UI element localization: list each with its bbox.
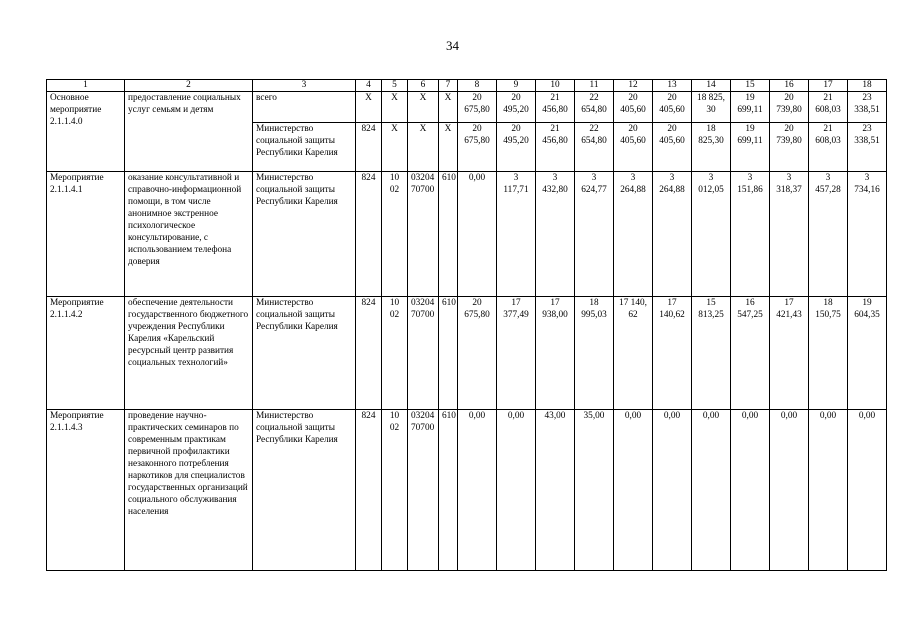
table-row <box>47 172 887 297</box>
column-header: 17 <box>809 80 848 92</box>
code-cell: 10 02 <box>382 297 408 410</box>
value-cell: 20 405,60 <box>653 92 692 123</box>
responsible-cell: Министерство социальной защиты Республики Карелия <box>253 172 356 297</box>
row-description: проведение научно-практических семинаров по современным практикам первичной профилактики незаконного потребления наркотиков для специалистов государственных организаций социального обслуживания населения <box>125 410 253 571</box>
row-description: предоставление социальных услуг семьям и детям <box>125 92 253 172</box>
value-cell: 17 140, 62 <box>614 297 653 410</box>
value-cell: 3 432,80 <box>536 172 575 297</box>
column-header: 11 <box>575 80 614 92</box>
value-cell: 20 739,80 <box>770 123 809 172</box>
value-cell: 17 421,43 <box>770 297 809 410</box>
value-cell: 20 675,80 <box>458 297 497 410</box>
column-header: 4 <box>356 80 382 92</box>
value-cell: 20 495,20 <box>497 123 536 172</box>
column-header: 1 <box>47 80 125 92</box>
value-cell: 21 456,80 <box>536 92 575 123</box>
table-row <box>47 297 887 410</box>
column-header: 14 <box>692 80 731 92</box>
row-description: оказание консультативной и справочно-информационной помощи, в том числе анонимное экстренное психологическое консультирование, с использованием телефона доверия <box>125 172 253 297</box>
value-cell: 23 338,51 <box>848 92 887 123</box>
value-cell: 0,00 <box>770 410 809 571</box>
value-cell: 18 995,03 <box>575 297 614 410</box>
value-cell: 22 654,80 <box>575 92 614 123</box>
value-cell: 0,00 <box>653 410 692 571</box>
responsible-cell: всего <box>253 92 356 123</box>
code-cell: Х <box>382 123 408 172</box>
value-cell: 19 699,11 <box>731 92 770 123</box>
value-cell: 17 377,49 <box>497 297 536 410</box>
value-cell: 20 405,60 <box>614 92 653 123</box>
code-cell: 03204 70700 <box>408 172 439 297</box>
value-cell: 16 547,25 <box>731 297 770 410</box>
responsible-cell: Министерство социальной защиты Республики Карелия <box>253 297 356 410</box>
code-cell: Х <box>408 123 439 172</box>
code-cell: 610 <box>439 172 458 297</box>
column-header: 5 <box>382 80 408 92</box>
column-header: 16 <box>770 80 809 92</box>
value-cell: 20 495,20 <box>497 92 536 123</box>
column-header: 6 <box>408 80 439 92</box>
column-header: 13 <box>653 80 692 92</box>
value-cell: 17 140,62 <box>653 297 692 410</box>
code-cell: Х <box>382 92 408 123</box>
column-header: 18 <box>848 80 887 92</box>
code-cell: Х <box>408 92 439 123</box>
value-cell: 3 117,71 <box>497 172 536 297</box>
code-cell: 610 <box>439 297 458 410</box>
value-cell: 3 457,28 <box>809 172 848 297</box>
value-cell: 0,00 <box>614 410 653 571</box>
code-cell: Х <box>439 92 458 123</box>
value-cell: 18 150,75 <box>809 297 848 410</box>
value-cell: 43,00 <box>536 410 575 571</box>
value-cell: 21 456,80 <box>536 123 575 172</box>
value-cell: 18 825, 30 <box>692 92 731 123</box>
page-number: 34 <box>446 38 459 53</box>
column-header: 15 <box>731 80 770 92</box>
column-header: 3 <box>253 80 356 92</box>
code-cell: 03204 70700 <box>408 297 439 410</box>
row-title: Мероприятие 2.1.1.4.1 <box>47 172 125 297</box>
value-cell: 17 938,00 <box>536 297 575 410</box>
responsible-cell: Министерство социальной защиты Республики Карелия <box>253 123 356 172</box>
code-cell: 824 <box>356 410 382 571</box>
value-cell: 15 813,25 <box>692 297 731 410</box>
value-cell: 0,00 <box>731 410 770 571</box>
column-header: 12 <box>614 80 653 92</box>
code-cell: Х <box>356 92 382 123</box>
code-cell: 03204 70700 <box>408 410 439 571</box>
code-cell: 824 <box>356 297 382 410</box>
value-cell: 3 624,77 <box>575 172 614 297</box>
value-cell: 20 675,80 <box>458 92 497 123</box>
value-cell: 0,00 <box>809 410 848 571</box>
value-cell: 20 405,60 <box>653 123 692 172</box>
column-header: 8 <box>458 80 497 92</box>
value-cell: 0,00 <box>497 410 536 571</box>
row-title: Основное мероприятие 2.1.1.4.0 <box>47 92 125 172</box>
column-header: 7 <box>439 80 458 92</box>
value-cell: 35,00 <box>575 410 614 571</box>
value-cell: 0,00 <box>458 410 497 571</box>
column-header: 2 <box>125 80 253 92</box>
value-cell: 19 604,35 <box>848 297 887 410</box>
value-cell: 3 151,86 <box>731 172 770 297</box>
value-cell: 20 739,80 <box>770 92 809 123</box>
value-cell: 3 012,05 <box>692 172 731 297</box>
value-cell: 3 734,16 <box>848 172 887 297</box>
value-cell: 20 675,80 <box>458 123 497 172</box>
code-cell: 10 02 <box>382 410 408 571</box>
value-cell: 21 608,03 <box>809 92 848 123</box>
value-cell: 19 699,11 <box>731 123 770 172</box>
value-cell: 0,00 <box>848 410 887 571</box>
table-row <box>47 410 887 571</box>
value-cell: 0,00 <box>692 410 731 571</box>
code-cell: 824 <box>356 123 382 172</box>
code-cell: 824 <box>356 172 382 297</box>
column-header: 9 <box>497 80 536 92</box>
value-cell: 18 825,30 <box>692 123 731 172</box>
value-cell: 3 264,88 <box>614 172 653 297</box>
budget-table <box>46 79 887 571</box>
code-cell: Х <box>439 123 458 172</box>
column-header: 10 <box>536 80 575 92</box>
row-title: Мероприятие 2.1.1.4.3 <box>47 410 125 571</box>
row-title: Мероприятие 2.1.1.4.2 <box>47 297 125 410</box>
value-cell: 21 608,03 <box>809 123 848 172</box>
value-cell: 3 264,88 <box>653 172 692 297</box>
row-description: обеспечение деятельности государственного бюджетного учреждения Республики Карелия «Карельский ресурсный центр развития социальных технологий» <box>125 297 253 410</box>
value-cell: 23 338,51 <box>848 123 887 172</box>
value-cell: 22 654,80 <box>575 123 614 172</box>
code-cell: 10 02 <box>382 172 408 297</box>
value-cell: 0,00 <box>458 172 497 297</box>
code-cell: 610 <box>439 410 458 571</box>
value-cell: 3 318,37 <box>770 172 809 297</box>
responsible-cell: Министерство социальной защиты Республики Карелия <box>253 410 356 571</box>
column-number-row <box>47 80 887 92</box>
table-row <box>47 92 887 123</box>
value-cell: 20 405,60 <box>614 123 653 172</box>
